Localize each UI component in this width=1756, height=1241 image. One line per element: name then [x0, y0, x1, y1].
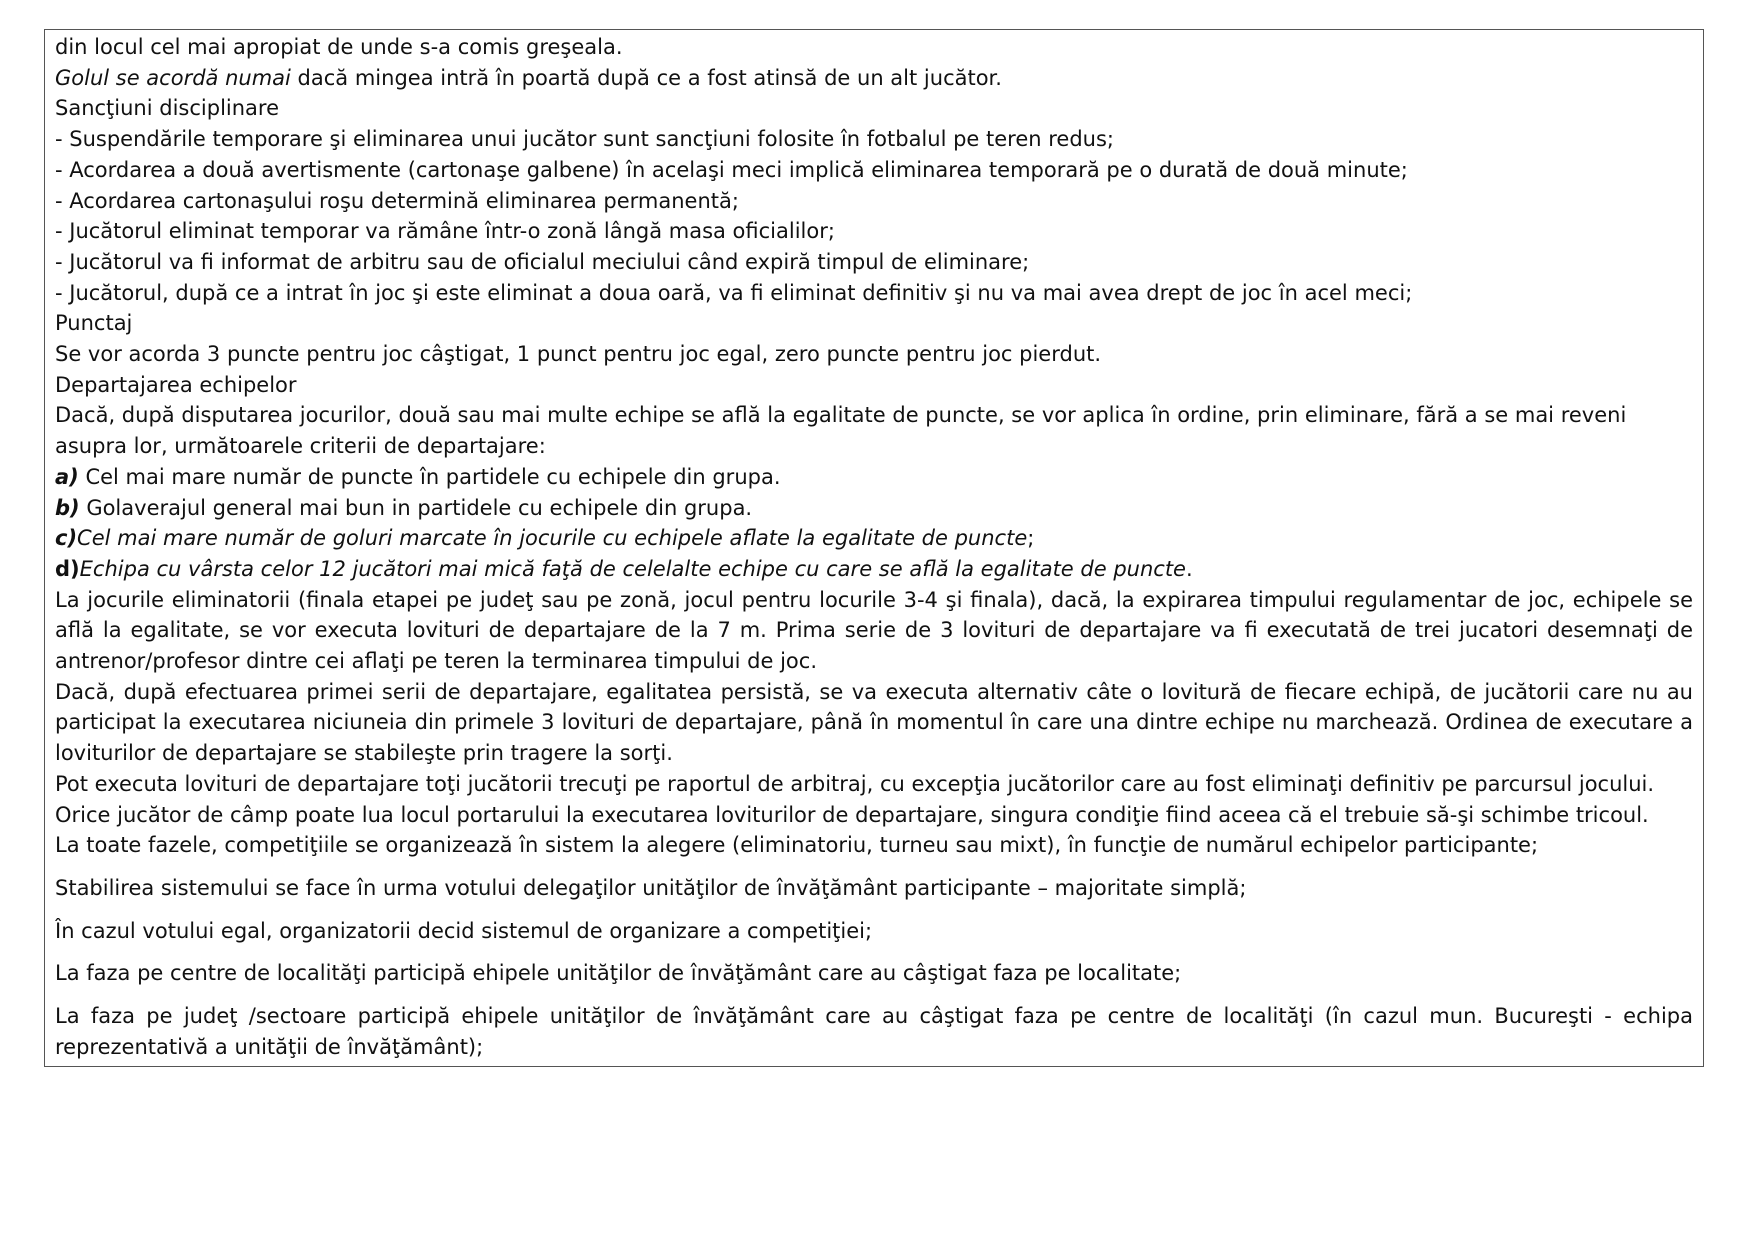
- paragraph-vot-egal: În cazul votului egal, organizatorii decid sistemul de organizare a competiţiei;: [55, 918, 873, 943]
- sanction-item: - Jucătorul va fi informat de arbitru sau de oficialul meciului când expiră timpul de eliminare;: [55, 249, 1030, 274]
- paragraph-faze: La toate fazele, competiţiile se organizează în sistem la alegere (eliminatoriu, turneu sau mixt), în funcţie de numărul echipelor participante;: [55, 833, 1539, 858]
- paragraph-judet: La faza pe judeţ /sectoare participă ehipele unităţilor de învăţământ care au câştigat faza pe centre de localităţi (în cazul mun. Bucureşti - echipa reprezentativă a unităţii de învăţământ);: [55, 1004, 1693, 1059]
- heading-sanctiuni: Sancţiuni disciplinare: [55, 96, 280, 121]
- line-greseala: din locul cel mai apropiat de unde s-a comis greşeala.: [55, 35, 623, 59]
- criterion-text: Golaverajul general mai bun in partidele cu echipele din grupa.: [79, 495, 753, 520]
- criterion-tail: .: [1185, 556, 1193, 581]
- regulation-text-box: [44, 29, 1704, 1067]
- sanction-item: - Acordarea a două avertismente (cartonaşe galbene) în acelaşi meci implică eliminarea temporară pe o durată de două minute;: [55, 157, 1408, 182]
- paragraph-executa: Pot executa lovituri de departajare toţi jucătorii trecuţi pe raportul de arbitraj, cu excepţia jucătorilor care au fost eliminaţi definitiv pe parcursul jocului.: [55, 771, 1655, 796]
- heading-departajare: Departajarea echipelor: [55, 372, 297, 397]
- golul-italic: Golul se acordă numai: [55, 65, 291, 90]
- criterion-c: [55, 523, 1693, 554]
- golul-rest: dacă mingea intră în poartă după ce a fost atinsă de un alt jucător.: [290, 65, 1002, 90]
- paragraph-centre: La faza pe centre de localităţi participă ehipele unităţilor de învăţământ care au câştigat faza pe localitate;: [55, 961, 1182, 986]
- criterion-d: [55, 554, 1693, 585]
- paragraph-serie: Dacă, după efectuarea primei serii de departajare, egalitatea persistă, se va executa alternativ câte o lovitură de fiecare echipă, de jucătorii care nu au participat la executarea niciuneia din primele 3 lovituri de departajare, până în momentul în care una dintre echipe nu marchează. Ordinea de executare a loviturilor de departajare se stabileşte prin tragere la sorţi.: [55, 679, 1693, 766]
- sanction-item: - Jucătorul, după ce a intrat în joc şi este eliminat a doua oară, va fi eliminat definitiv şi nu va mai avea drept de joc în acel meci;: [55, 280, 1413, 305]
- criterion-b: [55, 493, 1693, 524]
- paragraph-eliminatorii: La jocurile eliminatorii (finala etapei pe judeţ sau pe zonă, jocul pentru locurile 3-4 şi finala), dacă, la expirarea timpului regulamentar de joc, echipele se află la egalitate, se vor executa lovituri de departajare de la 7 m. Prima serie de 3 lovituri de departajare va fi executată de trei jucatori desemnaţi de antrenor/profesor dintre cei aflaţi pe teren la terminarea timpului de joc.: [55, 587, 1693, 674]
- criterion-paren: ): [70, 556, 80, 581]
- paragraph-portar: Orice jucător de câmp poate lua locul portarului la executarea loviturilor de departajare, singura condiţie fiind aceea că el trebuie să-şi schimbe tricoul.: [55, 802, 1649, 827]
- criterion-tail: ;: [1027, 526, 1035, 551]
- punctaj-text: Se vor acorda 3 puncte pentru joc câştigat, 1 punct pentru joc egal, zero puncte pentru joc pierdut.: [55, 342, 1102, 367]
- sanction-item: - Jucătorul eliminat temporar va rămâne într-o zonă lângă masa oficialilor;: [55, 219, 835, 244]
- criterion-a: [55, 462, 1693, 493]
- heading-punctaj: Punctaj: [55, 311, 133, 336]
- criterion-letter: c): [55, 526, 78, 551]
- line-golul: [55, 63, 1693, 94]
- criterion-letter: d: [55, 556, 71, 581]
- criterion-letter: b): [55, 495, 80, 520]
- departajare-intro: Dacă, după disputarea jocurilor, două sau mai multe echipe se află la egalitate de puncte, se vor aplica în ordine, prin eliminare, fără a se mai reveni asupra lor, următoarele criterii de departajare:: [55, 403, 1627, 459]
- criterion-text: Cel mai mare număr de goluri marcate în jocurile cu echipele aflate la egalitate de puncte: [77, 526, 1028, 551]
- criterion-letter: a): [55, 464, 79, 489]
- paragraph-stabilirea: Stabilirea sistemului se face în urma votului delegaţilor unităţilor de învăţământ participante – majoritate simplă;: [55, 875, 1247, 900]
- criterion-text: Echipa cu vârsta celor 12 jucători mai mică faţă de celelalte echipe cu care se află la egalitate de puncte: [79, 556, 1186, 581]
- sanction-item: - Suspendările temporare şi eliminarea unui jucător sunt sancţiuni folosite în fotbalul pe teren redus;: [55, 127, 1114, 152]
- sanction-item: - Acordarea cartonaşului roşu determină eliminarea permanentă;: [55, 188, 739, 213]
- criterion-text: Cel mai mare număr de puncte în partidele cu echipele din grupa.: [78, 464, 781, 489]
